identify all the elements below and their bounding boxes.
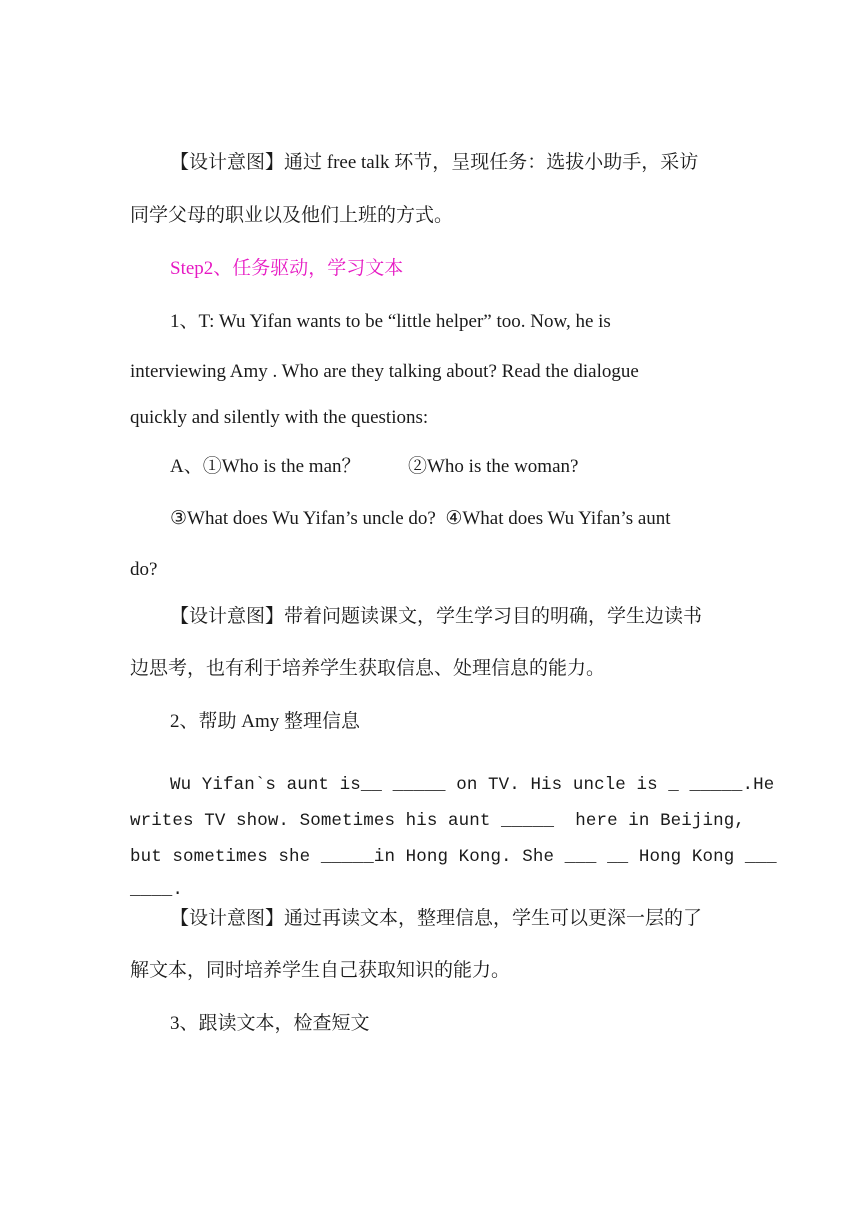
- fill-blank-line-2: writes TV show. Sometimes his aunt _____ here in Beijing,: [130, 811, 745, 831]
- item-3-heading: 3、跟读文本，检查短文: [170, 1013, 370, 1034]
- step2-heading: Step2、任务驱动，学习文本: [170, 258, 404, 279]
- design-intent-1-line-2: 同学父母的职业以及他们上班的方式。: [130, 205, 454, 226]
- fill-blank-line-4: ____.: [130, 880, 184, 900]
- fill-blank-line-3: but sometimes she _____in Hong Kong. She ___ __ Hong Kong ___: [130, 847, 777, 867]
- design-intent-2-line-1: 【设计意图】带着问题读课文，学生学习目的明确，学生边读书: [170, 606, 703, 627]
- item-2-heading: 2、帮助 Amy 整理信息: [170, 711, 361, 732]
- question-1-line-3: quickly and silently with the questions:: [130, 407, 429, 428]
- fill-blank-line-1: Wu Yifan`s aunt is__ _____ on TV. His uncle is _ _____.He: [170, 775, 775, 795]
- question-1-line-1: 1、T: Wu Yifan wants to be “little helper” too. Now, he is: [170, 311, 611, 332]
- design-intent-1-line-1: 【设计意图】通过 free talk 环节，呈现任务：选拔小助手，采访: [170, 152, 699, 173]
- questions-a-line-1: A、①Who is the man？ ②Who is the woman?: [170, 456, 579, 477]
- design-intent-2-line-2: 边思考，也有利于培养学生获取信息、处理信息的能力。: [130, 658, 606, 679]
- question-1-line-2: interviewing Amy . Who are they talking about? Read the dialogue: [130, 361, 639, 382]
- questions-a-line-2: ③What does Wu Yifan’s uncle do? ④What does Wu Yifan’s aunt: [170, 508, 671, 529]
- design-intent-3-line-2: 解文本，同时培养学生自己获取知识的能力。: [130, 960, 511, 981]
- questions-a-line-3: do?: [130, 559, 158, 580]
- design-intent-3-line-1: 【设计意图】通过再读文本，整理信息，学生可以更深一层的了: [170, 908, 703, 929]
